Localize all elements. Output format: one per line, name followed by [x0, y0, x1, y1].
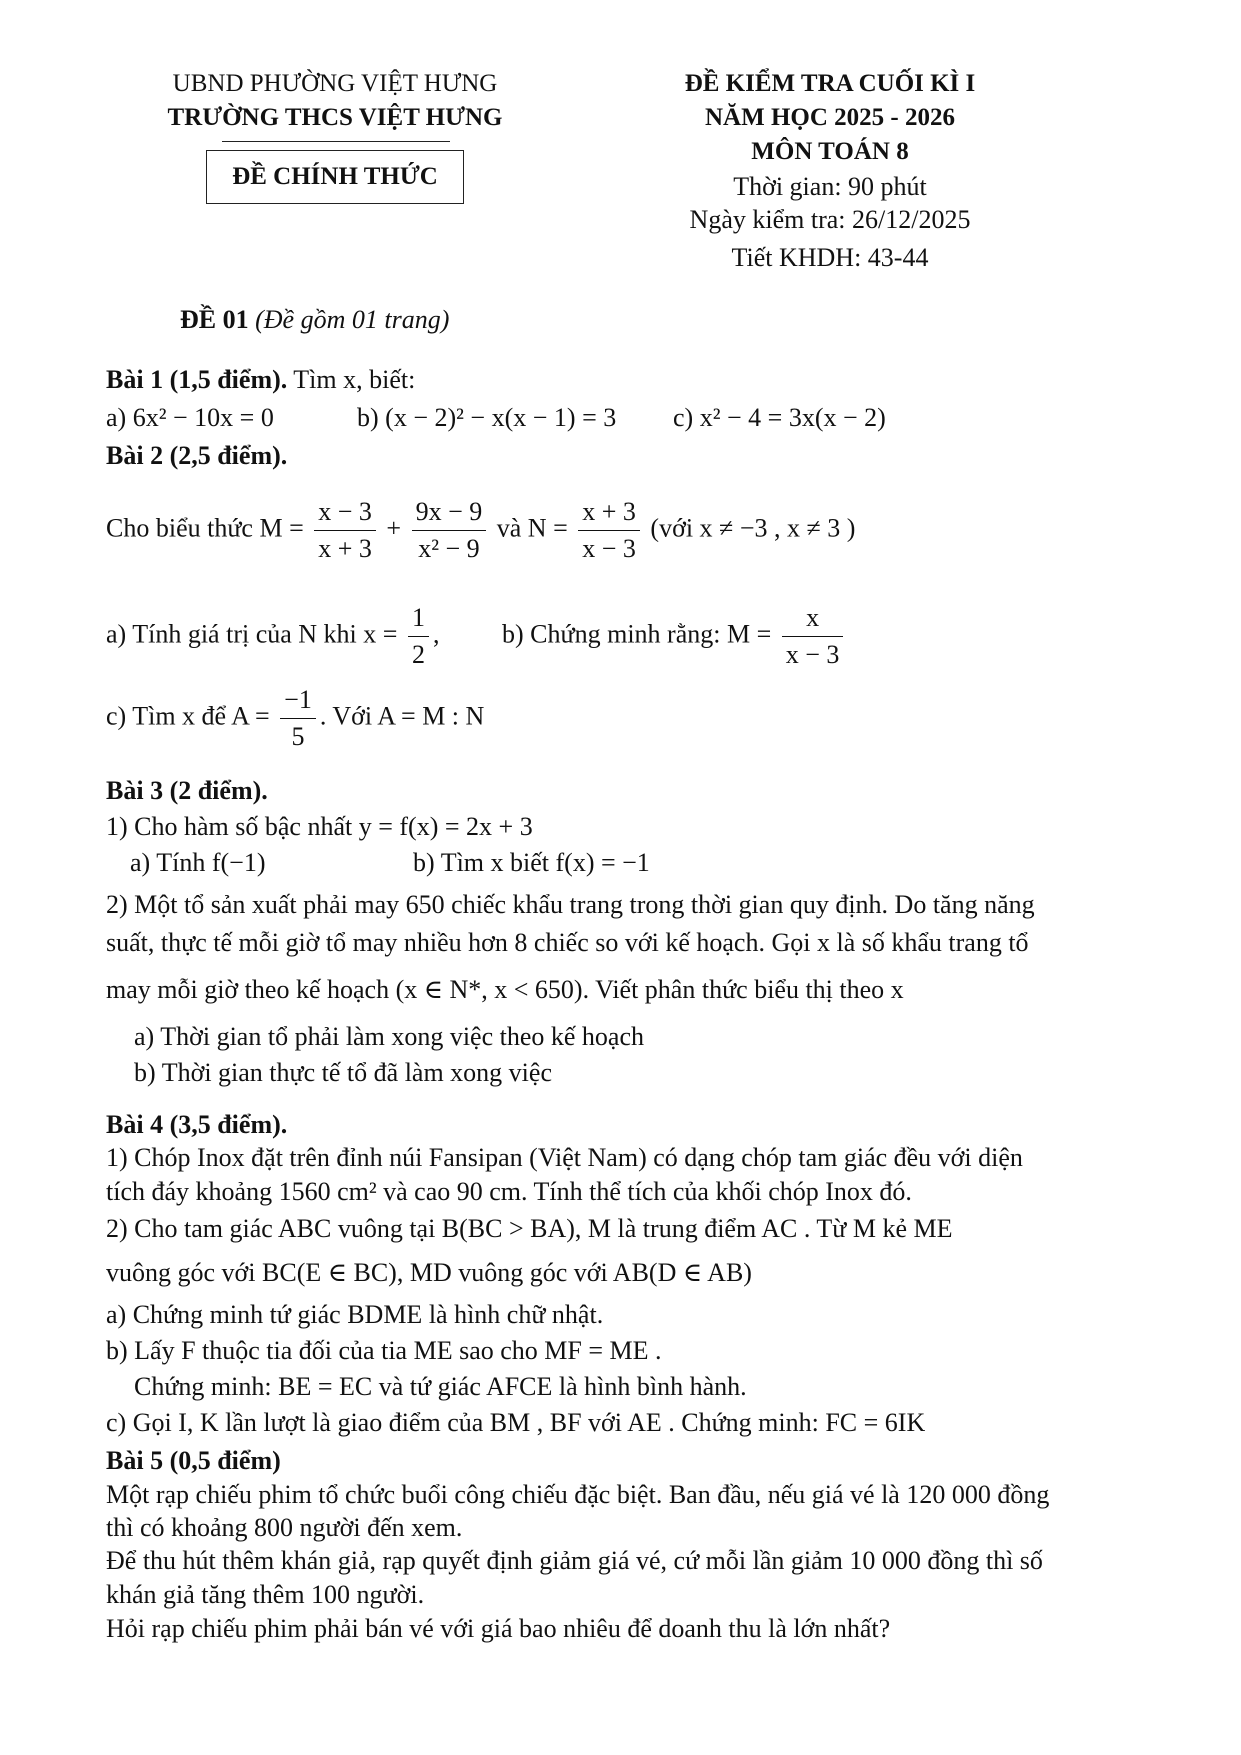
- bai3-p2-line2: suất, thực tế mỗi giờ tổ may nhiều hơn 8 chiếc so với kế hoạch. Gọi x là số khẩu trang tổ: [106, 928, 1029, 957]
- plus-sign: +: [386, 513, 402, 543]
- bai2-a-text: a) Tính giá trị của N khi x =: [106, 619, 398, 649]
- exam-code-note: (Đề gồm 01 trang): [255, 305, 450, 334]
- school-year: NĂM HỌC 2025 - 2026: [705, 104, 955, 131]
- m-fraction-1: [314, 494, 376, 567]
- header-underline: [222, 141, 450, 142]
- bai2-intro: Cho biểu thức M =: [106, 513, 304, 543]
- bai1-title: Bài 1 (1,5 điểm).: [106, 365, 288, 394]
- bai2-b-den: x − 3: [785, 640, 840, 669]
- bai4-b2: Chứng minh: BE = EC và tứ giác AFCE là hình bình hành.: [134, 1372, 747, 1401]
- bai2-a: [106, 600, 439, 673]
- m-frac2-num: 9x − 9: [412, 494, 487, 531]
- exam-title: ĐỀ KIỂM TRA CUỐI KÌ I: [684, 70, 976, 97]
- bai4-title: Bài 4 (3,5 điểm).: [106, 1110, 288, 1139]
- bai2-and: và N =: [496, 513, 568, 543]
- bai2-c-num: −1: [280, 682, 316, 719]
- exam-date: Ngày kiểm tra: 26/12/2025: [689, 205, 971, 234]
- bai5-line2: thì có khoảng 800 người đến xem.: [106, 1513, 463, 1542]
- bai2-a-num: 1: [408, 600, 429, 637]
- bai4-c: c) Gọi I, K lần lượt là giao điểm của BM , BF với AE . Chứng minh: FC = 6IK: [106, 1408, 926, 1437]
- bai5-line5: Hỏi rạp chiếu phim phải bán vé với giá bao nhiêu để doanh thu là lớn nhất?: [106, 1614, 891, 1643]
- bai2-expression: [106, 494, 855, 567]
- bai5-title: Bài 5 (0,5 điểm): [106, 1446, 281, 1475]
- bai3-p1: 1) Cho hàm số bậc nhất y = f(x) = 2x + 3: [106, 812, 533, 841]
- bai4-b: b) Lấy F thuộc tia đối của tia ME sao cho MF = ME .: [106, 1336, 662, 1365]
- bai4-p1-line2: tích đáy khoảng 1560 cm² và cao 90 cm. Tính thể tích của khối chóp Inox đó.: [106, 1177, 912, 1206]
- bai5-line3: Để thu hút thêm khán giả, rạp quyết định giảm giá vé, cứ mỗi lần giảm 10 000 đồng thì số: [106, 1546, 1043, 1575]
- bai2-b-text: b) Chứng minh rằng: M =: [502, 619, 772, 649]
- bai3-p2b: b) Thời gian thực tế tổ đã làm xong việc: [134, 1058, 552, 1087]
- bai2-c: [106, 682, 484, 755]
- m-frac2-den: x² − 9: [418, 534, 480, 563]
- header-district: UBND PHƯỜNG VIỆT HƯNG: [172, 70, 498, 97]
- bai1-prompt: Tìm x, biết:: [287, 365, 416, 394]
- bai2-b: [502, 600, 847, 673]
- bai2-a-fraction: [408, 600, 429, 673]
- bai2-c-text: c) Tìm x để A =: [106, 701, 270, 731]
- subject: MÔN TOÁN 8: [751, 138, 909, 165]
- header-school: TRƯỜNG THCS VIỆT HƯNG: [167, 104, 503, 131]
- m-frac1-num: x − 3: [314, 494, 376, 531]
- bai2-a-tail: ,: [432, 619, 440, 649]
- bai4-p2-line1: 2) Cho tam giác ABC vuông tại B(BC > BA), M là trung điểm AC . Từ M kẻ ME: [106, 1214, 953, 1243]
- exam-code: [180, 305, 449, 335]
- bai2-title: Bài 2 (2,5 điểm).: [106, 441, 288, 470]
- bai4-p1-line1: 1) Chóp Inox đặt trên đỉnh núi Fansipan (Việt Nam) có dạng chóp tam giác đều với diện: [106, 1143, 1023, 1172]
- n-num: x + 3: [578, 494, 640, 531]
- bai3-title: Bài 3 (2 điểm).: [106, 776, 268, 805]
- lesson-plan: Tiết KHDH: 43-44: [731, 243, 929, 272]
- bai3-p2-line1: 2) Một tổ sản xuất phải may 650 chiếc khẩu trang trong thời gian quy định. Do tăng năng: [106, 890, 1035, 919]
- bai3-p2-line3: may mỗi giờ theo kế hoạch (x ∈ N*, x < 650). Viết phân thức biểu thị theo x: [106, 975, 904, 1004]
- bai2-a-den: 2: [411, 640, 425, 669]
- bai1-a: a) 6x² − 10x = 0: [106, 403, 274, 432]
- bai4-p2-line2: vuông góc với BC(E ∈ BC), MD vuông góc với AB(D ∈ AB): [106, 1258, 752, 1287]
- m-fraction-2: [412, 494, 487, 567]
- bai5-line1: Một rạp chiếu phim tổ chức buổi công chiếu đặc biệt. Ban đầu, nếu giá vé là 120 000 đồng: [106, 1480, 1050, 1509]
- official-box: ĐỀ CHÍNH THỨC: [206, 150, 464, 204]
- bai1-heading: [106, 365, 415, 395]
- exam-code-label: ĐỀ 01: [180, 305, 249, 334]
- n-fraction: [578, 494, 640, 567]
- bai1-c: c) x² − 4 = 3x(x − 2): [673, 403, 886, 432]
- n-den: x − 3: [582, 534, 636, 563]
- bai2-b-num: x: [782, 600, 844, 637]
- bai3-p2a: a) Thời gian tổ phải làm xong việc theo kế hoạch: [134, 1022, 645, 1051]
- bai5-line4: khán giả tăng thêm 100 người.: [106, 1580, 425, 1609]
- bai3-p1a: a) Tính f(−1): [130, 848, 266, 877]
- bai2-c-fraction: [280, 682, 316, 755]
- bai2-condition: (với x ≠ −3 , x ≠ 3 ): [650, 513, 856, 543]
- bai2-c-tail: . Với A = M : N: [319, 701, 485, 731]
- m-frac1-den: x + 3: [318, 534, 372, 563]
- bai1-b: b) (x − 2)² − x(x − 1) = 3: [357, 403, 617, 432]
- bai2-b-fraction: [782, 600, 844, 673]
- bai2-c-den: 5: [291, 722, 305, 751]
- bai4-a: a) Chứng minh tứ giác BDME là hình chữ nhật.: [106, 1300, 604, 1329]
- duration: Thời gian: 90 phút: [733, 172, 927, 201]
- bai3-p1b: b) Tìm x biết f(x) = −1: [413, 848, 650, 877]
